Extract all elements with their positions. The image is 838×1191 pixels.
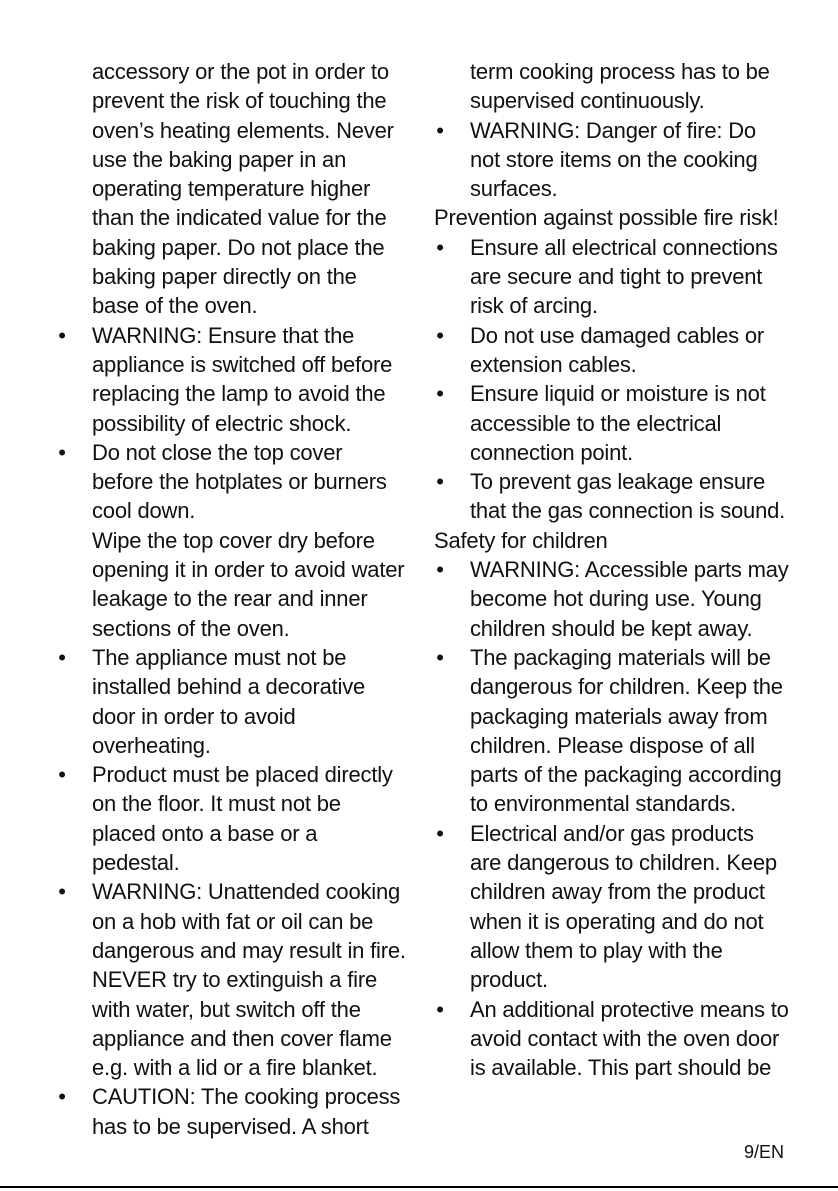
list-item — [434, 379, 789, 467]
bullet-icon: • — [436, 234, 444, 260]
list-item — [56, 760, 408, 877]
list-item — [434, 233, 789, 321]
bullet-icon: • — [436, 322, 444, 348]
bullet-icon: • — [436, 820, 444, 846]
bullet-icon: • — [436, 644, 444, 670]
list-item — [434, 995, 789, 1083]
list-item-text: Product must be placed directly on the floor. It must not be placed onto a base or a pedestal. — [92, 762, 393, 876]
page-number: 9/EN — [743, 1142, 784, 1162]
list-item-text: WARNING: Danger of fire: Do not store items on the cooking surfaces. — [470, 117, 758, 202]
right-column — [434, 57, 789, 1082]
list-item — [56, 321, 408, 438]
list-item — [56, 438, 408, 643]
bullet-icon: • — [58, 879, 66, 905]
list-item-text: The appliance must not be installed behind a decorative door in order to avoid overheating. — [92, 644, 366, 758]
bullet-icon: • — [436, 381, 444, 407]
left-column — [56, 57, 408, 1141]
list-item-text: Do not close the top cover before the hotplates or burners cool down. — [92, 439, 387, 524]
list-item-text: To prevent gas leakage ensure that the gas connection is sound. — [470, 469, 786, 524]
bullet-icon: • — [58, 322, 66, 348]
bullet-icon: • — [436, 469, 444, 495]
list-item-text: WARNING: Ensure that the appliance is switched off before replacing the lamp to avoid the possibility of electric shock. — [92, 322, 393, 436]
list-item — [56, 1082, 408, 1141]
bullet-icon: • — [436, 557, 444, 583]
left-continuation-paragraph: accessory or the pot in order to prevent the risk of touching the oven’s heating elements. Never use the baking paper in an operating temperature higher than the indicated value for the baking paper. Do not place the baking paper directly on the base of the oven. — [92, 59, 394, 319]
list-item — [56, 643, 408, 760]
bullet-icon: • — [58, 1084, 66, 1110]
list-item — [56, 877, 408, 1082]
list-item-extra-text: Wipe the top cover dry before opening it in order to avoid water leakage to the rear and inner sections of the oven. — [92, 527, 405, 641]
bullet-icon: • — [58, 644, 66, 670]
fire-risk-line: Prevention against possible fire risk! — [434, 205, 779, 231]
list-item-text: Do not use damaged cables or extension cables. — [470, 322, 765, 377]
list-item — [434, 321, 789, 380]
list-item-text: An additional protective means to avoid contact with the oven door is available. This part should be — [470, 996, 789, 1081]
page-bottom-divider — [0, 1186, 838, 1188]
bullet-icon: • — [58, 439, 66, 465]
list-item-text: CAUTION: The cooking process has to be supervised. A short — [92, 1084, 401, 1139]
list-item — [434, 555, 789, 643]
list-item-text: Ensure all electrical connections are secure and tight to prevent risk of arcing. — [470, 234, 778, 319]
list-item — [434, 116, 789, 204]
bullet-icon: • — [436, 996, 444, 1022]
list-item-text: WARNING: Unattended cooking on a hob with fat or oil can be dangerous and may result in fire. NEVER try to extinguish a fire with water, but switch off the appliance and then cover flame e.g. with a lid or a fire blanket. — [92, 879, 406, 1081]
list-item-text: The packaging materials will be dangerous for children. Keep the packaging materials away from children. Please dispose of all parts of the packaging according to environmental standards. — [470, 644, 783, 817]
bullet-icon: • — [436, 117, 444, 143]
list-item-text: Electrical and/or gas products are dangerous to children. Keep children away from the product when it is operating and do not allow them to play with the product. — [470, 820, 777, 993]
list-item — [434, 467, 789, 526]
section-heading-safety-for-children: Safety for children — [434, 527, 608, 553]
list-item — [434, 643, 789, 819]
bullet-icon: • — [58, 762, 66, 788]
list-item-text: Ensure liquid or moisture is not accessible to the electrical connection point. — [470, 381, 766, 465]
right-continuation-paragraph: term cooking process has to be supervised continuously. — [470, 59, 770, 114]
list-item-text: WARNING: Accessible parts may become hot during use. Young children should be kept away. — [470, 557, 789, 641]
list-item — [434, 819, 789, 995]
